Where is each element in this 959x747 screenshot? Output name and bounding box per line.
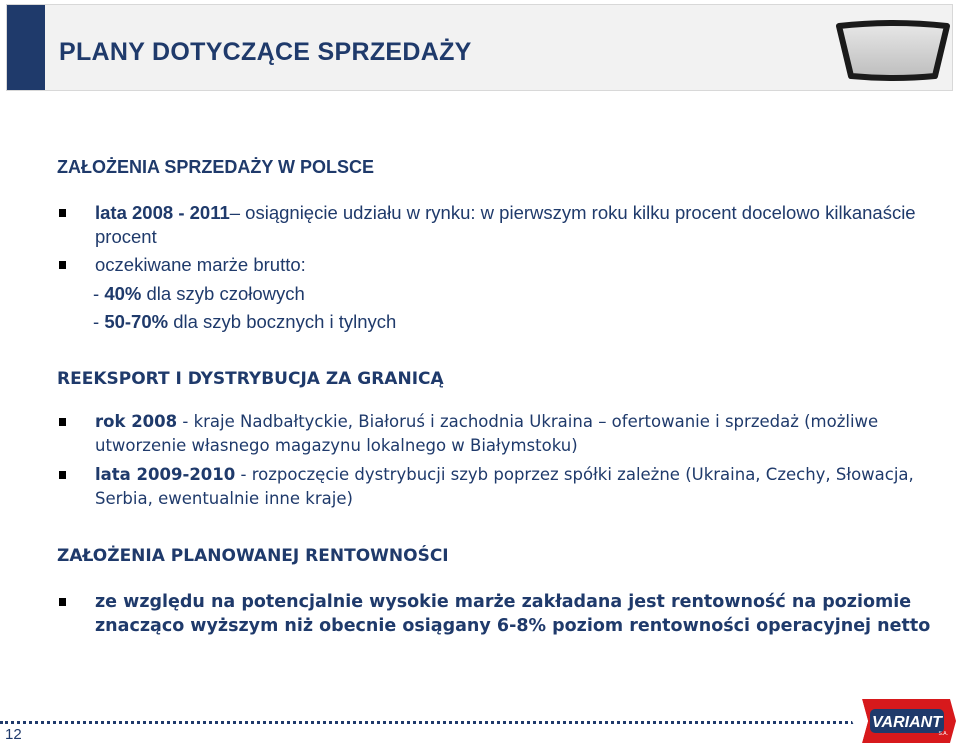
list-item bbox=[57, 463, 937, 511]
page-number: 12 bbox=[5, 726, 22, 743]
reexport-list bbox=[57, 410, 937, 516]
item-text: - rozpoczęcie dystrybucji szyb poprzez spółki zależne (Ukraina, Czechy, Słowacja, Serbia, ewentualnie inne kraje) bbox=[95, 465, 914, 508]
section-title-profitability: ZAŁOŻENIA PLANOWANEJ RENTOWNOŚCI bbox=[57, 546, 449, 566]
sub-prefix: - bbox=[93, 311, 105, 332]
item-bold: rok 2008 bbox=[95, 412, 178, 431]
windshield-icon bbox=[833, 18, 953, 84]
page-title: PLANY DOTYCZĄCE SPRZEDAŻY bbox=[59, 38, 472, 66]
sub-text: dla szyb czołowych bbox=[141, 283, 305, 304]
logo-suffix: S.A. bbox=[938, 731, 948, 737]
list-item bbox=[57, 590, 937, 638]
header-bar bbox=[6, 4, 953, 91]
item-bold: lata 2009-2010 bbox=[95, 465, 236, 484]
sub-text: dla szyb bocznych i tylnych bbox=[168, 311, 397, 332]
logo-text: VARIANT bbox=[872, 714, 942, 731]
item-bold: lata 2008 - 2011 bbox=[95, 202, 230, 223]
bullet-icon bbox=[59, 418, 66, 426]
sub-item-side-rear-margin bbox=[93, 311, 396, 333]
section-title-reexport: REEKSPORT I DYSTRYBUCJA ZA GRANICĄ bbox=[57, 369, 444, 389]
item-text: oczekiwane marże brutto: bbox=[95, 254, 306, 275]
sub-bold: 50-70% bbox=[104, 311, 169, 332]
sub-bold: 40% bbox=[104, 283, 142, 304]
item-text: - kraje Nadbałtyckie, Białoruś i zachodnia Ukraina – ofertowanie i sprzedaż (możliwe utworzenie własnego magazynu lokalnego w Białymstoku) bbox=[95, 412, 879, 455]
bullet-icon bbox=[59, 598, 66, 606]
profitability-list bbox=[57, 590, 937, 643]
bullet-icon bbox=[59, 471, 66, 479]
section-title-sales-poland: ZAŁOŻENIA SPRZEDAŻY W POLSCE bbox=[57, 157, 375, 177]
sub-prefix: - bbox=[93, 283, 105, 304]
list-item bbox=[57, 410, 937, 458]
sales-poland-list bbox=[57, 201, 927, 281]
sub-item-windshield-margin bbox=[93, 283, 305, 305]
item-text: – osiągnięcie udziału w rynku: w pierwszym roku kilku procent docelowo kilkanaście procent bbox=[95, 202, 916, 247]
list-item bbox=[57, 253, 927, 277]
item-text: ze względu na potencjalnie wysokie marże zakładana jest rentowność na poziomie znacząco wyższym niż obecnie osiągany 6-8% poziom rentowności operacyjnej netto bbox=[95, 592, 931, 636]
bullet-icon bbox=[59, 209, 66, 217]
list-item bbox=[57, 201, 927, 249]
variant-logo bbox=[852, 697, 956, 745]
bullet-icon bbox=[59, 261, 66, 269]
footer-divider bbox=[0, 721, 860, 724]
header-accent-bar bbox=[7, 5, 45, 90]
